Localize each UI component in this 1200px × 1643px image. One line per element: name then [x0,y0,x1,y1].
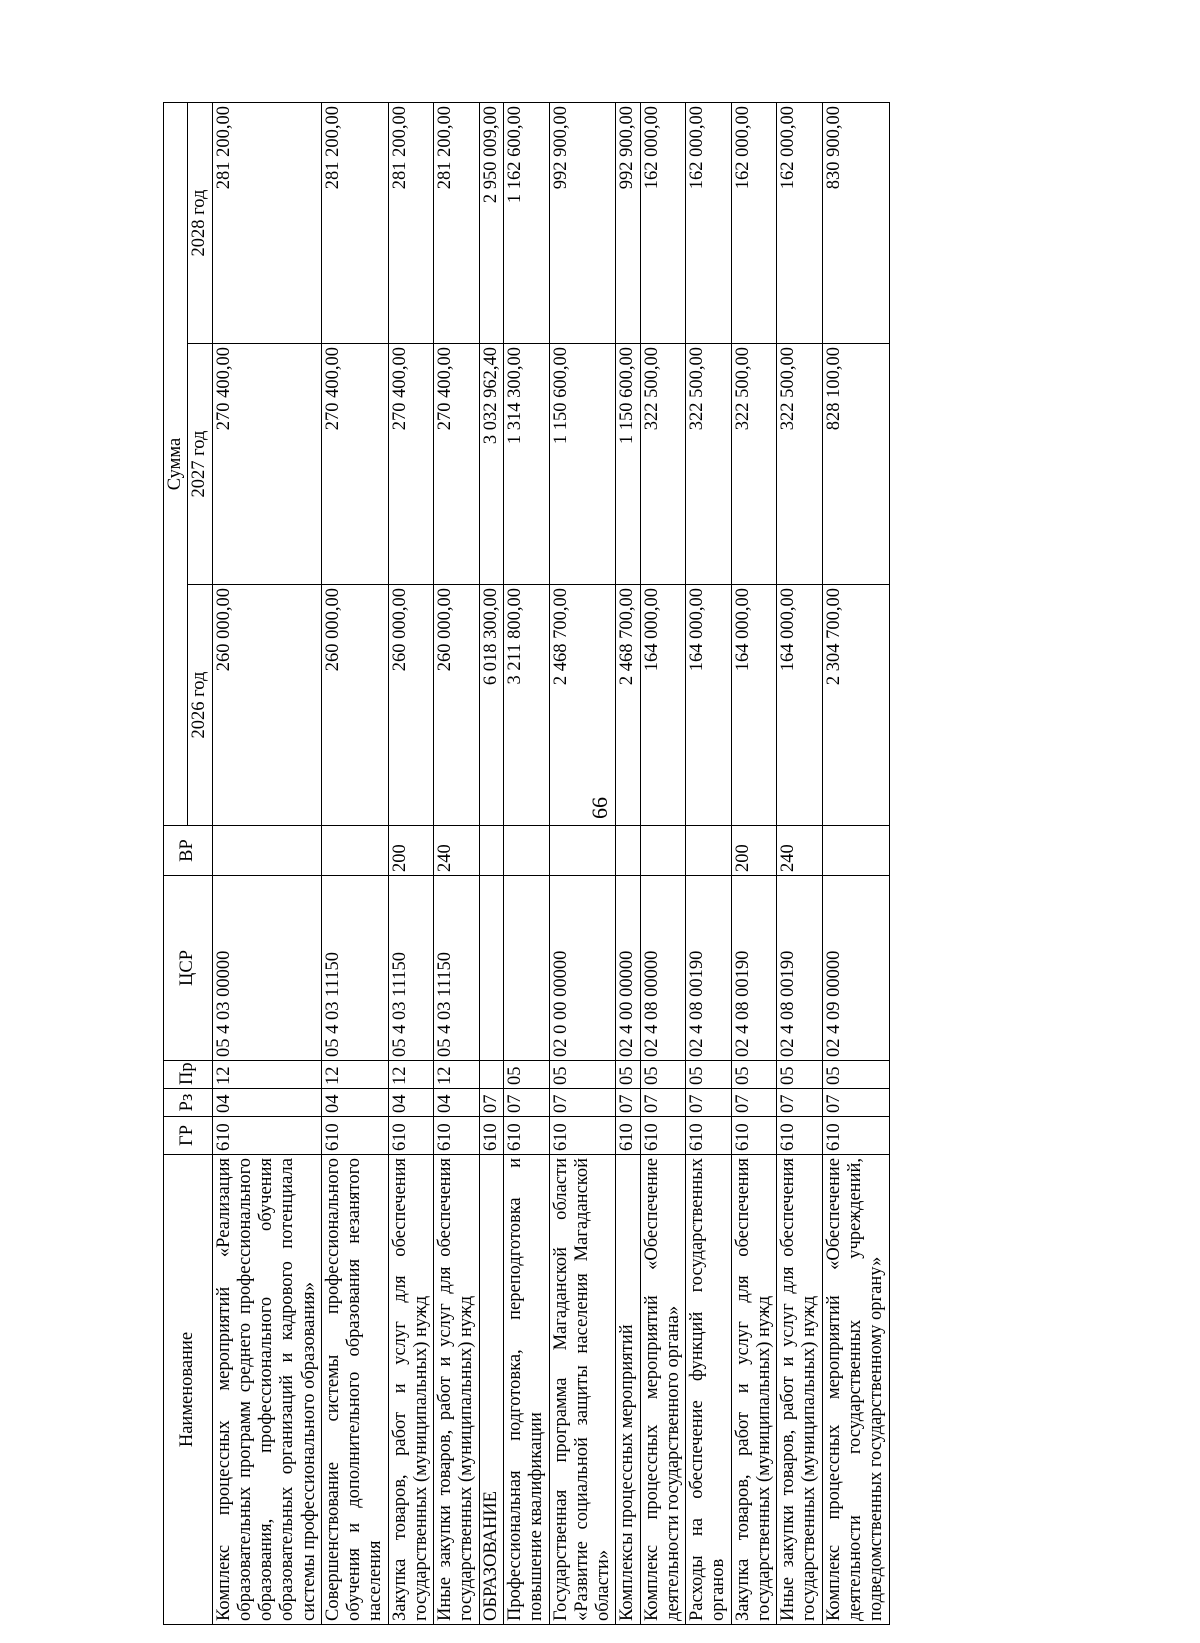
cell-csr: 05 4 03 11150 [321,876,388,1061]
cell-y2028: 830 900,00 [822,103,889,344]
cell-name: Закупка товаров, работ и услуг для обеспечения государственных (муниципальных) нужд [388,1155,434,1625]
cell-vr [822,826,889,876]
table-body [212,103,889,1625]
cell-y2026: 164 000,00 [777,585,823,826]
cell-csr: 02 4 08 00000 [640,876,686,1061]
cell-csr [503,876,549,1061]
cell-csr: 05 4 03 00000 [212,876,321,1061]
header-gr: ГР [164,1117,213,1155]
cell-csr: 02 4 08 00190 [731,876,777,1061]
cell-gr: 610 [549,1117,616,1155]
cell-rz: 07 [640,1089,686,1117]
cell-rz: 04 [388,1089,434,1117]
cell-csr [479,876,503,1061]
cell-pr [479,1061,503,1089]
table-row [616,103,640,1625]
cell-vr [686,826,732,876]
table-row [479,103,503,1625]
cell-y2026: 164 000,00 [640,585,686,826]
cell-y2027: 270 400,00 [434,344,480,585]
cell-y2026: 2 468 700,00 [616,585,640,826]
cell-vr: 200 [731,826,777,876]
header-2027: 2027 год [188,344,212,585]
cell-rz: 07 [777,1089,823,1117]
cell-gr: 610 [616,1117,640,1155]
cell-gr: 610 [479,1117,503,1155]
table-row [212,103,321,1625]
cell-name: Комплексы процессных мероприятий [616,1155,640,1625]
cell-name: Комплекс процессных мероприятий «Реализация образовательных программ среднего профессионального образования, профессионального обучения образовательных организаций и кадрового потенциала системы профессионального образования» [212,1155,321,1625]
header-vr: ВР [164,826,213,876]
header-2028: 2028 год [188,103,212,344]
cell-vr [640,826,686,876]
cell-rz: 07 [686,1089,732,1117]
cell-name: Закупка товаров, работ и услуг для обеспечения государственных (муниципальных) нужд [731,1155,777,1625]
cell-y2026: 260 000,00 [321,585,388,826]
cell-pr: 12 [434,1061,480,1089]
cell-y2026: 3 211 800,00 [503,585,549,826]
table-row [731,103,777,1625]
cell-name: Государственная программа Магаданской области «Развитие социальной защиты населения Магаданской области» [549,1155,616,1625]
cell-y2028: 281 200,00 [321,103,388,344]
cell-vr: 200 [388,826,434,876]
cell-pr: 05 [777,1061,823,1089]
cell-y2028: 162 000,00 [640,103,686,344]
cell-name: Профессиональная подготовка, переподготовка и повышение квалификации [503,1155,549,1625]
cell-y2027: 1 150 600,00 [549,344,616,585]
cell-name: Иные закупки товаров, работ и услуг для обеспечения государственных (муниципальных) нужд [777,1155,823,1625]
cell-y2027: 1 150 600,00 [616,344,640,585]
cell-gr: 610 [640,1117,686,1155]
cell-name: ОБРАЗОВАНИЕ [479,1155,503,1625]
cell-y2028: 162 000,00 [731,103,777,344]
table-row [686,103,732,1625]
cell-csr: 02 0 00 00000 [549,876,616,1061]
cell-vr: 240 [434,826,480,876]
cell-vr [503,826,549,876]
header-pr: Пр [164,1061,213,1089]
cell-vr [212,826,321,876]
budget-table [163,102,890,1625]
table-row [321,103,388,1625]
cell-y2028: 281 200,00 [388,103,434,344]
cell-name: Комплекс процессных мероприятий «Обеспечение деятельности государственного органа» [640,1155,686,1625]
header-name: Наименование [164,1155,213,1625]
cell-vr [321,826,388,876]
cell-rz: 04 [212,1089,321,1117]
cell-gr: 610 [777,1117,823,1155]
cell-rz: 07 [731,1089,777,1117]
cell-pr: 12 [212,1061,321,1089]
cell-y2028: 281 200,00 [434,103,480,344]
cell-y2027: 270 400,00 [388,344,434,585]
cell-y2026: 260 000,00 [212,585,321,826]
table-row [503,103,549,1625]
cell-y2026: 260 000,00 [434,585,480,826]
cell-y2028: 992 900,00 [616,103,640,344]
cell-y2028: 1 162 600,00 [503,103,549,344]
cell-gr: 610 [212,1117,321,1155]
cell-y2026: 260 000,00 [388,585,434,826]
table-row [549,103,616,1625]
header-row-top [164,103,188,1625]
cell-name: Комплекс процессных мероприятий «Обеспечение деятельности государственных учреждений, подведомственных государственному органу» [822,1155,889,1625]
cell-csr: 02 4 08 00190 [686,876,732,1061]
cell-y2027: 322 500,00 [731,344,777,585]
cell-gr: 610 [686,1117,732,1155]
cell-y2027: 322 500,00 [640,344,686,585]
cell-rz: 04 [321,1089,388,1117]
cell-gr: 610 [321,1117,388,1155]
cell-y2027: 322 500,00 [777,344,823,585]
cell-y2026: 2 304 700,00 [822,585,889,826]
cell-csr: 02 4 00 00000 [616,876,640,1061]
table-row [388,103,434,1625]
cell-gr: 610 [388,1117,434,1155]
header-csr: ЦСР [164,876,213,1061]
cell-name: Иные закупки товаров, работ и услуг для обеспечения государственных (муниципальных) нужд [434,1155,480,1625]
page-number: 66 [587,797,612,819]
table-row [822,103,889,1625]
cell-y2027: 270 400,00 [212,344,321,585]
table-row [434,103,480,1625]
cell-csr: 02 4 09 00000 [822,876,889,1061]
cell-csr: 05 4 03 11150 [434,876,480,1061]
cell-pr: 05 [686,1061,732,1089]
cell-gr: 610 [822,1117,889,1155]
cell-y2027: 828 100,00 [822,344,889,585]
cell-pr: 05 [616,1061,640,1089]
header-2026: 2026 год [188,585,212,826]
cell-y2028: 2 950 009,00 [479,103,503,344]
cell-y2027: 322 500,00 [686,344,732,585]
cell-y2026: 6 018 300,00 [479,585,503,826]
budget-table-container [163,102,1043,1625]
cell-gr: 610 [434,1117,480,1155]
cell-y2027: 1 314 300,00 [503,344,549,585]
cell-pr: 12 [388,1061,434,1089]
cell-rz: 07 [822,1089,889,1117]
cell-name: Расходы на обеспечение функций государственных органов [686,1155,732,1625]
cell-pr: 05 [822,1061,889,1089]
cell-pr: 05 [503,1061,549,1089]
cell-pr: 05 [549,1061,616,1089]
cell-y2028: 162 000,00 [777,103,823,344]
cell-rz: 04 [434,1089,480,1117]
header-rz: Рз [164,1089,213,1117]
cell-pr: 12 [321,1061,388,1089]
header-sum: Сумма [164,103,188,826]
cell-pr: 05 [640,1061,686,1089]
cell-vr [549,826,616,876]
table-row [777,103,823,1625]
cell-name: Совершенствование системы профессионального обучения и дополнительного образования незанятого населения [321,1155,388,1625]
cell-y2028: 992 900,00 [549,103,616,344]
cell-vr: 240 [777,826,823,876]
cell-rz: 07 [503,1089,549,1117]
table-row [640,103,686,1625]
cell-y2027: 3 032 962,40 [479,344,503,585]
cell-rz: 07 [616,1089,640,1117]
cell-y2028: 281 200,00 [212,103,321,344]
cell-pr: 05 [731,1061,777,1089]
cell-rz: 07 [549,1089,616,1117]
cell-gr: 610 [503,1117,549,1155]
cell-vr [616,826,640,876]
cell-gr: 610 [731,1117,777,1155]
cell-csr: 02 4 08 00190 [777,876,823,1061]
cell-y2026: 2 468 700,00 [549,585,616,826]
cell-y2026: 164 000,00 [686,585,732,826]
cell-vr [479,826,503,876]
cell-rz: 07 [479,1089,503,1117]
cell-csr: 05 4 03 11150 [388,876,434,1061]
cell-y2028: 162 000,00 [686,103,732,344]
cell-y2027: 270 400,00 [321,344,388,585]
cell-y2026: 164 000,00 [731,585,777,826]
